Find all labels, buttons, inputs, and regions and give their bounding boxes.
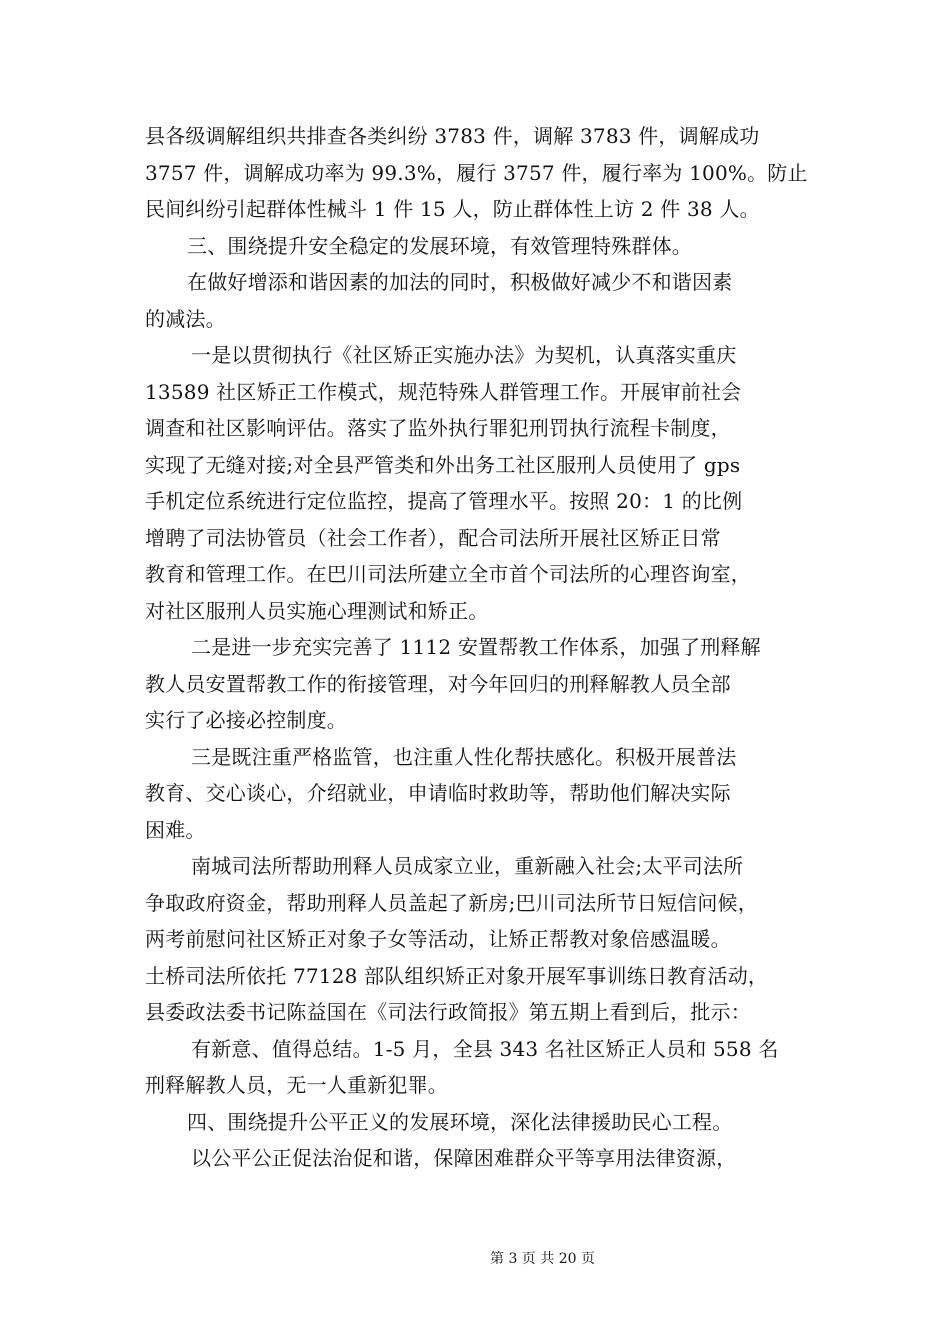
text-line: 3757 件，调解成功率为 99.3%，履行 3757 件，履行率为 100%。防止 — [145, 160, 808, 185]
text-line: 县各级调解组织共排查各类纠纷 3783 件，调解 3783 件，调解成功 — [145, 124, 760, 148]
text-line: 教育和管理工作。在巴川司法所建立全市首个司法所的心理咨询室， — [145, 562, 751, 586]
text-line: 二是进一步充实完善了 1112 安置帮教工作体系，加强了刑释解 — [191, 635, 761, 659]
text-line: 的减法。 — [145, 306, 226, 331]
text-line: 民间纠纷引起群体性械斗 1 件 15 人，防止群体性上访 2 件 38 人。 — [145, 197, 760, 221]
text-line: 教育、交心谈心，介绍就业，申请临时救助等，帮助他们解决实际 — [145, 781, 731, 805]
text-line: 困难。 — [145, 817, 206, 842]
text-line: 在做好增添和谐因素的加法的同时，积极做好减少不和谐因素 — [187, 270, 733, 294]
text-line: 以公平公正促法治促和谐，保障困难群众平等享用法律资源， — [191, 1146, 737, 1170]
text-line: 实现了无缝对接;对全县严管类和外出务工社区服刑人员使用了 gps — [145, 452, 741, 477]
text-line: 实行了必接必控制度。 — [145, 708, 347, 732]
text-line: 增聘了司法协管员（社会工作者），配合司法所开展社区矫正日常 — [145, 525, 721, 550]
text-line: 手机定位系统进行定位监控，提高了管理水平。按照 20：1 的比例 — [145, 489, 743, 513]
section-heading: 四、围绕提升公平正义的发展环境，深化法律援助民心工程。 — [187, 1109, 733, 1134]
text-line: 两考前慰问社区矫正对象子女等活动，让矫正帮教对象倍感温暖。 — [145, 927, 731, 951]
text-line: 三是既注重严格监管，也注重人性化帮扶感化。积极开展普法 — [191, 744, 737, 769]
text-line: 调查和社区影响评估。落实了监外执行罪犯刑罚执行流程卡制度， — [145, 416, 731, 440]
text-line: 一是以贯彻执行《社区矫正实施办法》为契机，认真落实重庆 — [191, 343, 737, 367]
text-line: 刑释解教人员，无一人重新犯罪。 — [145, 1073, 448, 1097]
section-heading: 三、围绕提升安全稳定的发展环境，有效管理特殊群体。 — [187, 233, 692, 258]
body-text — [145, 118, 807, 1177]
text-line: 13589 社区矫正工作模式，规范特殊人群管理工作。开展审前社会 — [145, 379, 742, 404]
text-line: 争取政府资金，帮助刑释人员盖起了新房;巴川司法所节日短信问候， — [145, 890, 758, 915]
text-line: 县委政法委书记陈益国在《司法行政简报》第五期上看到后，批示： — [145, 1000, 751, 1024]
text-line: 有新意、值得总结。1-5 月，全县 343 名社区矫正人员和 558 名 — [191, 1036, 779, 1061]
text-line: 南城司法所帮助刑释人员成家立业，重新融入社会;太平司法所 — [191, 854, 744, 878]
text-line: 土桥司法所依托 77128 部队组织矫正对象开展军事训练日教育活动， — [145, 963, 769, 988]
text-line: 教人员安置帮教工作的衔接管理，对今年回归的刑释解教人员全部 — [145, 671, 731, 696]
text-line: 对社区服刑人员实施心理测试和矫正。 — [145, 598, 489, 623]
page-number-footer: 第 3 页 共 20 页 — [490, 1251, 595, 1267]
